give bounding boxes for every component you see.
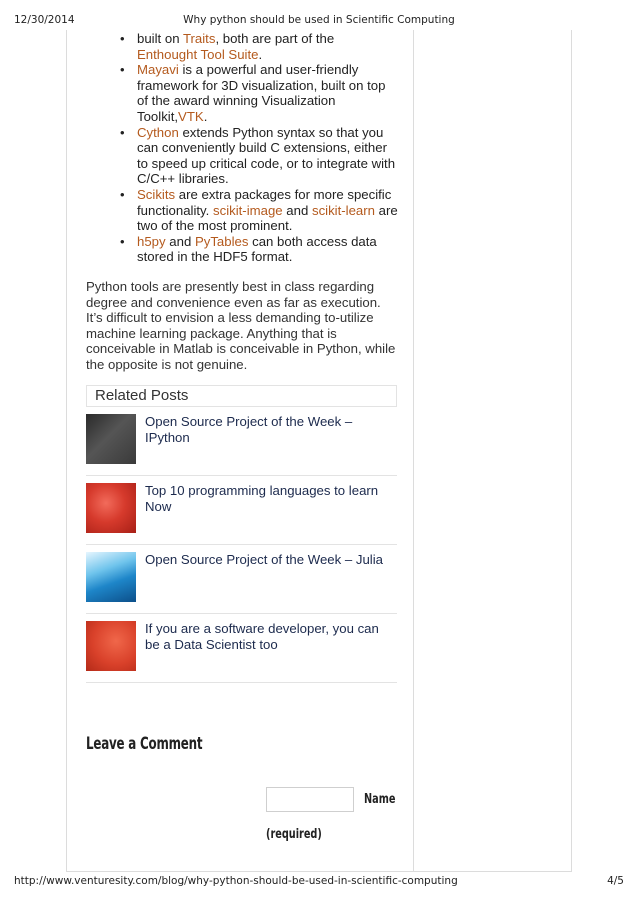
required-label: (required) (266, 826, 322, 842)
related-posts-title: Related Posts (86, 385, 397, 407)
print-footer (14, 875, 624, 889)
print-date: 12/30/2014 (14, 14, 75, 26)
scikits-link[interactable]: Scikits (137, 186, 176, 202)
bullet-icon: • (120, 124, 125, 140)
name-label: Name (364, 791, 396, 807)
pytables-link[interactable]: PyTables (194, 233, 249, 249)
related-post-title[interactable]: If you are a software developer, you can be a Data Scientist too (145, 621, 379, 653)
print-url: http://www.venturesity.com/blog/why-python-should-be-used-in-scientific-computing (14, 875, 458, 887)
related-post-title[interactable]: Top 10 programming languages to learn Now (145, 483, 379, 515)
list-item-text: are extra packages for more specific functionality. (137, 186, 392, 218)
list-item-text: are two of the most prominent. (137, 202, 398, 234)
enthought-tool-suite-link[interactable]: Enthought Tool Suite (137, 46, 259, 62)
list-item (86, 31, 400, 62)
scikit-learn-link[interactable]: scikit-learn (311, 202, 375, 218)
related-post[interactable] (86, 614, 397, 683)
related-post[interactable] (86, 407, 397, 476)
list-item-text: . (258, 46, 263, 62)
vtk-link[interactable]: VTK (178, 108, 204, 124)
print-header (14, 14, 624, 28)
related-post-title[interactable]: Open Source Project of the Week – Julia (145, 552, 383, 568)
post-thumbnail[interactable] (86, 483, 136, 533)
list-item-text: and (282, 202, 312, 218)
list-item-text: . (203, 108, 208, 124)
bullet-icon: • (120, 186, 125, 202)
tools-list (86, 31, 400, 265)
article-paragraph: Python tools are presently best in class regarding degree and convenience even as far as execution. It’s difficult to envision a less demanding to-utilize machine learning package. Anything that is conceivable in Matlab is conceivable in Python, while the opposite is not genuine. (86, 278, 396, 372)
name-input[interactable] (266, 787, 354, 812)
cython-link[interactable]: Cython (137, 124, 179, 140)
list-item (86, 125, 400, 187)
list-item (86, 234, 400, 265)
traits-link[interactable]: Traits (182, 31, 216, 46)
related-post[interactable] (86, 476, 397, 545)
content-border-bottom (66, 871, 572, 872)
post-thumbnail[interactable] (86, 621, 136, 671)
related-post-title[interactable]: Open Source Project of the Week – IPython (145, 414, 353, 446)
list-item-text: extends Python syntax so that you can conveniently build C extensions, either to speed up critical code, or to integrate with C/C++ libraries. (137, 124, 396, 187)
page-number: 4/5 (607, 875, 624, 887)
list-item (86, 62, 400, 124)
article-content (86, 31, 400, 683)
list-item-text: can both access data stored in the HDF5 format. (137, 233, 377, 265)
mayavi-link[interactable]: Mayavi (137, 62, 179, 78)
bullet-icon: • (120, 31, 125, 46)
print-page-title: Why python should be used in Scientific Computing (183, 14, 455, 26)
content-border-right (571, 30, 572, 872)
post-thumbnail[interactable] (86, 414, 136, 464)
leave-comment-heading: Leave a Comment (86, 734, 203, 753)
bullet-icon: • (120, 233, 125, 249)
post-thumbnail[interactable] (86, 552, 136, 602)
list-item (86, 187, 400, 234)
related-posts (86, 385, 397, 683)
h5py-link[interactable]: h5py (137, 233, 166, 249)
sidebar-border (413, 30, 414, 872)
list-item-text: and (165, 233, 195, 249)
related-post[interactable] (86, 545, 397, 614)
list-item-text: is a powerful and user-friendly framework for 3D visualization, built on top of the award winning Visualization Toolkit, (137, 62, 386, 124)
content-border-left (66, 30, 67, 872)
bullet-icon: • (120, 62, 125, 78)
list-item-text: , both are part of the (215, 31, 335, 46)
scikit-image-link[interactable]: scikit-image (213, 202, 283, 218)
list-item-text: built on (137, 31, 183, 46)
